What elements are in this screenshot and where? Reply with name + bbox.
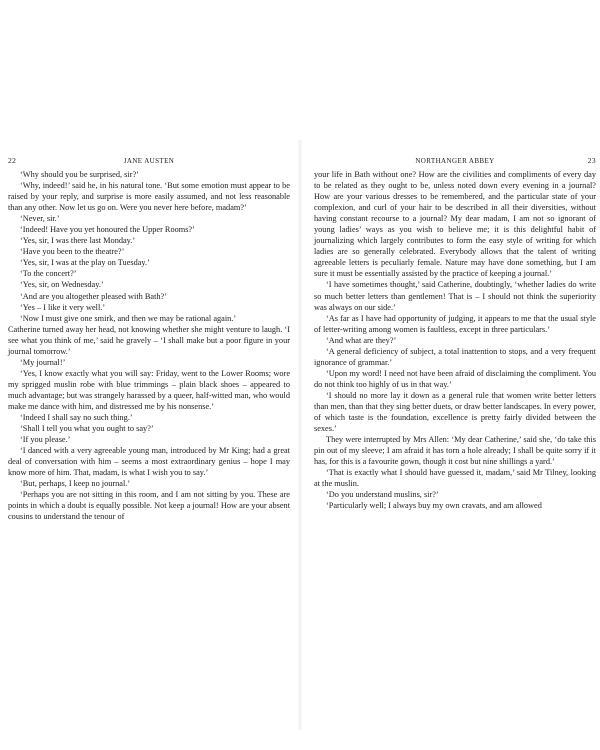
paragraph: ‘I danced with a very agreeable young man, introduced by Mr King; had a great deal of conversation with him – seems a most extraordinary genius – hope I may know more of him. That, madam, is what I wish you to say.’ <box>8 446 290 478</box>
left-page <box>8 156 290 523</box>
right-page-body <box>314 169 596 511</box>
paragraph: ‘Yes, sir, I was there last Monday.’ <box>20 236 136 246</box>
paragraph: ‘Yes, I know exactly what you will say: Friday, went to the Lower Rooms; wore my sprigged muslin robe with blue trimmings – plain black shoes – appeared to much advantage; but was strangely harassed by a queer, half-witted man, who would make me dance with him, and distressed me by his nonsense.’ <box>8 368 290 411</box>
left-running-title: JANE AUSTEN <box>123 157 175 165</box>
paragraph: ‘Perhaps you are not sitting in this room, and I am not sitting by you. These are points in which a doubt is equally possible. Not keep a journal! How are your absent cousins to understand the tenour of <box>8 490 290 522</box>
paragraph: ‘Shall I tell you what you ought to say?’ <box>20 424 154 434</box>
left-page-number: 22 <box>8 156 17 165</box>
paragraph: ‘That is exactly what I should have guessed it, madam,’ said Mr Tilney, looking at the muslin. <box>314 468 596 489</box>
paragraph: ‘And are you altogether pleased with Bath?’ <box>20 291 167 301</box>
paragraph: ‘And what are they?’ <box>326 335 397 345</box>
paragraph: ‘Now I must give one smirk, and then we may be rational again.’ <box>20 313 237 323</box>
paragraph: ‘Have you been to the theatre?’ <box>20 247 125 257</box>
paragraph: ‘If you please.’ <box>20 435 71 445</box>
paragraph: ‘Never, sir.’ <box>20 214 60 224</box>
page-gutter <box>297 140 303 730</box>
paragraph: ‘Indeed I shall say no such thing.’ <box>20 413 133 423</box>
right-running-head <box>314 156 596 166</box>
paragraph: ‘To the concert?’ <box>20 269 77 279</box>
paragraph: ‘Yes, sir, I was at the play on Tuesday.’ <box>20 258 150 268</box>
paragraph: ‘My journal!’ <box>20 357 66 367</box>
right-running-title: NORTHANGER ABBEY <box>415 157 495 165</box>
paragraph: your life in Bath without one? How are the civilities and compliments of every day to be related as they ought to be, unless noted down every evening in a journal? How are your various dresses to be remembered, and the particular state of your complexion, and curl of your hair to be described in all their diversities, without having constant recourse to a journal? My dear madam, I am not so ignorant of young ladies’ ways as you wish to believe me; it is this delightful habit of journalizing which largely contributes to form the easy style of writing for which ladies are so generally celebrated. Everybody allows that the talent of writing agreeable letters is peculiarly female. Nature may have done something, but I am sure it must be essentially assisted by the practice of keeping a journal.’ <box>314 170 596 279</box>
right-page-number: 23 <box>587 156 596 165</box>
paragraph: ‘But, perhaps, I keep no journal.’ <box>20 479 131 489</box>
paragraph: ‘A general deficiency of subject, a total inattention to stops, and a very frequent ignorance of grammar.’ <box>314 346 596 367</box>
left-running-head <box>8 156 290 166</box>
paragraph: ‘Upon my word! I need not have been afraid of disclaiming the compliment. You do not think too highly of us in that way.’ <box>314 368 596 389</box>
paragraph: ‘I should no more lay it down as a general rule that women write better letters than men, than that they sing better duets, or draw better landscapes. In every power, of which taste is the foundation, excellence is pretty fairly divided between the sexes.’ <box>314 390 596 434</box>
paragraph: ‘Yes – I like it very well.’ <box>20 302 106 312</box>
paragraph: ‘Yes, sir, on Wednesday.’ <box>20 280 104 290</box>
paragraph: ‘Why should you be surprised, sir?’ <box>20 170 139 179</box>
paragraph: ‘As far as I have had opportunity of judging, it appears to me that the usual style of letter-writing among women is faultless, except in three particulars.’ <box>314 313 596 334</box>
left-page-body <box>8 169 290 523</box>
paragraph: ‘Do you understand muslins, sir?’ <box>326 490 439 500</box>
paragraph: ‘I have sometimes thought,’ said Catherine, doubtingly, ‘whether ladies do write so much better letters than gentlemen! That is – I should not think the superiority was always on our side.’ <box>314 280 596 312</box>
paragraph: ‘Indeed! Have you yet honoured the Upper Rooms?’ <box>20 225 195 235</box>
paragraph: They were interrupted by Mrs Allen: ‘My dear Catherine,’ said she, ‘do take this pin out of my sleeve; I am afraid it has torn a hole already; I shall be quite sorry if it has, for this is a favourite gown, though it cost but nine shillings a yard.’ <box>314 435 596 467</box>
paragraph: Catherine turned away her head, not knowing whether she might venture to laugh. ‘I see what you think of me,’ said he gravely – ‘I shall make but a poor figure in your journal tomorrow.’ <box>8 324 290 356</box>
paragraph: ‘Why, indeed!’ said he, in his natural tone. ‘But some emotion must appear to be raised by your reply, and surprise is more easily assumed, and not less reasonable than any other. Now let us go on. Were you never here before, madam?’ <box>8 181 290 213</box>
paragraph: ‘Particularly well; I always buy my own cravats, and am allowed <box>326 501 542 511</box>
right-page <box>314 156 596 511</box>
